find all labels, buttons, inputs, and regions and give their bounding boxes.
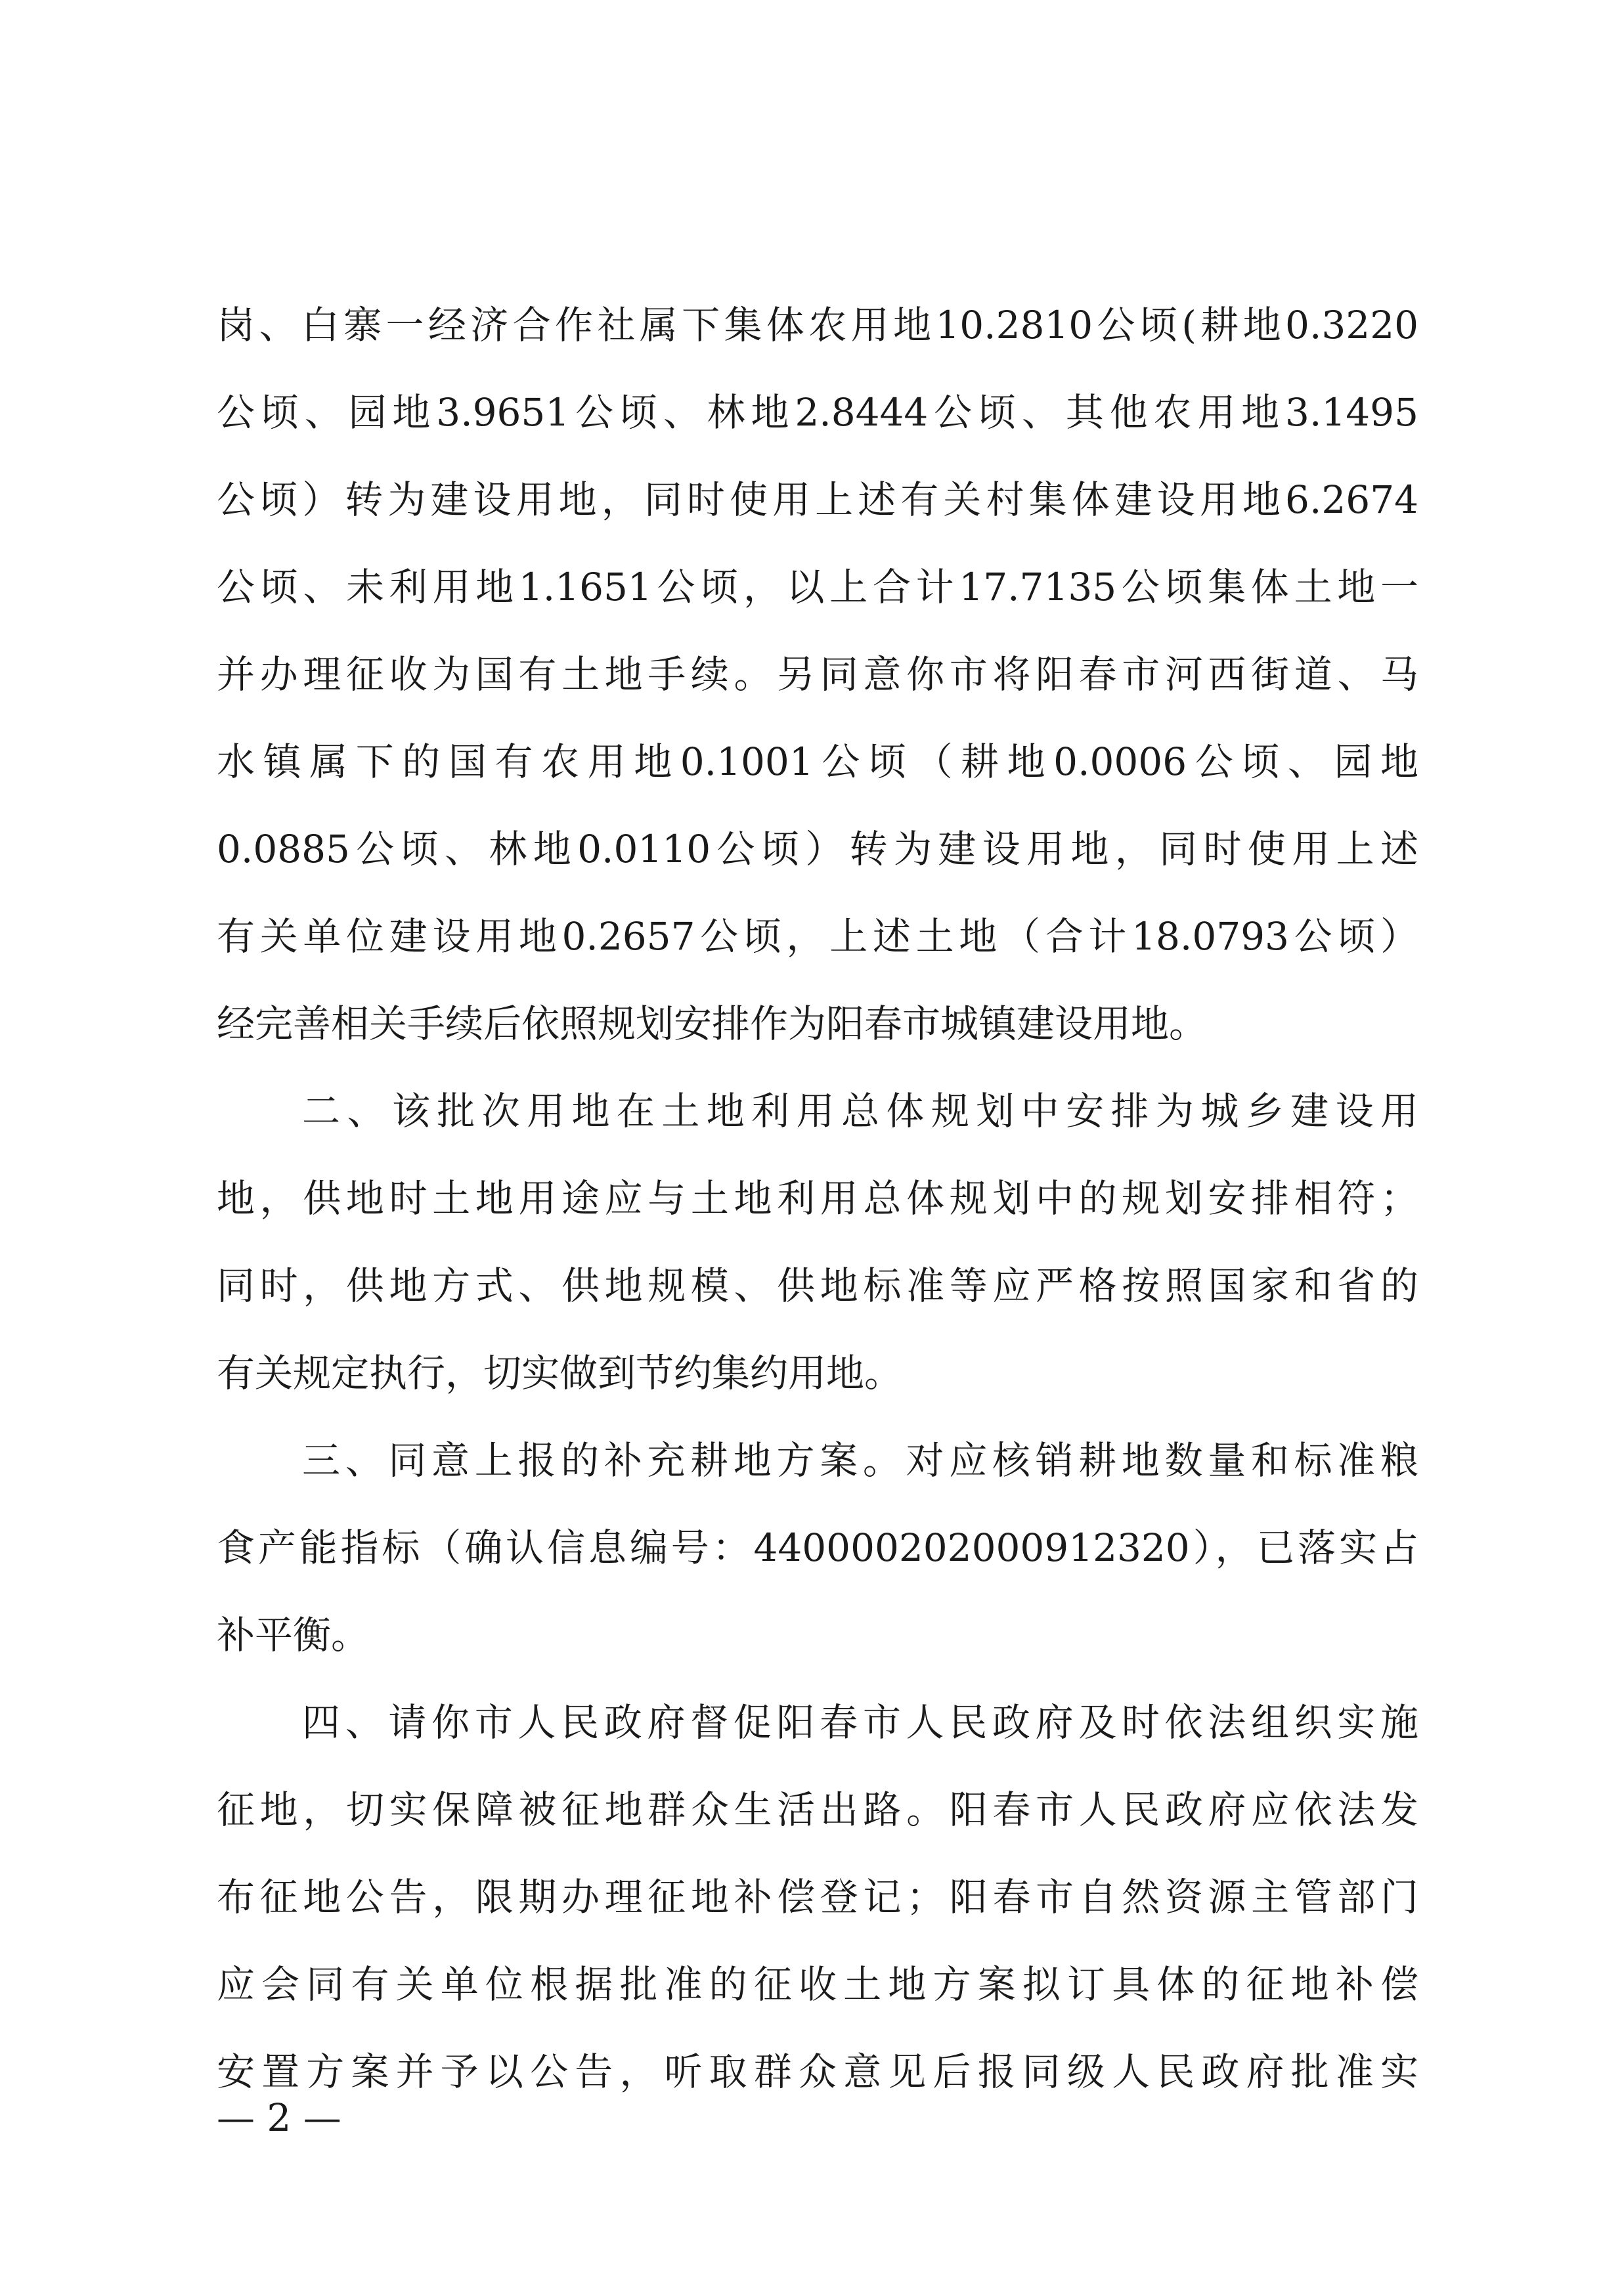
text-line-3: 公顷）转为建设用地，同时使用上述有关村集体建设用地6.2674 xyxy=(217,477,1418,522)
page-number: — 2 — xyxy=(217,2095,341,2140)
text-line-15: 食产能指标（确认信息编号：440000202000912320），已落实占 xyxy=(217,1525,1418,1570)
text-line-12: 同时，供地方式、供地规模、供地标准等应严格按照国家和省的 xyxy=(217,1263,1418,1308)
text-line-9: 经完善相关手续后依照规划安排作为阳春市城镇建设用地。 xyxy=(217,1001,1208,1046)
text-line-1: 岗、白寨一经济合作社属下集体农用地10.2810公顷(耕地0.3220 xyxy=(217,303,1418,347)
text-line-8: 有关单位建设用地0.2657公顷，上述土地（合计18.0793公顷） xyxy=(217,914,1418,959)
text-line-19: 布征地公告，限期办理征地补偿登记；阳春市自然资源主管部门 xyxy=(217,1875,1418,1919)
text-line-11: 地，供地时土地用途应与土地利用总体规划中的规划安排相符； xyxy=(217,1176,1418,1221)
text-line-17: 四、请你市人民政府督促阳春市人民政府及时依法组织实施 xyxy=(302,1700,1418,1745)
text-line-20: 应会同有关单位根据批准的征收土地方案拟订具体的征地补偿 xyxy=(217,1962,1418,2007)
text-line-6: 水镇属下的国有农用地0.1001公顷（耕地0.0006公顷、园地 xyxy=(217,739,1418,784)
text-line-14: 三、同意上报的补充耕地方案。对应核销耕地数量和标准粮 xyxy=(302,1438,1418,1483)
text-line-16: 补平衡。 xyxy=(217,1613,370,1657)
text-line-10: 二、该批次用地在土地利用总体规划中安排为城乡建设用 xyxy=(302,1089,1418,1133)
text-line-21: 安置方案并予以公告，听取群众意见后报同级人民政府批准实 xyxy=(217,2049,1418,2094)
text-line-13: 有关规定执行，切实做到节约集约用地。 xyxy=(217,1351,903,1395)
text-line-18: 征地，切实保障被征地群众生活出路。阳春市人民政府应依法发 xyxy=(217,1787,1418,1832)
text-line-5: 并办理征收为国有土地手续。另同意你市将阳春市河西街道、马 xyxy=(217,652,1418,697)
text-line-2: 公顷、园地3.9651公顷、林地2.8444公顷、其他农用地3.1495 xyxy=(217,390,1418,435)
text-line-4: 公顷、未利用地1.1651公顷，以上合计17.7135公顷集体土地一 xyxy=(217,565,1418,609)
text-line-7: 0.0885公顷、林地0.0110公顷）转为建设用地，同时使用上述 xyxy=(217,827,1418,871)
